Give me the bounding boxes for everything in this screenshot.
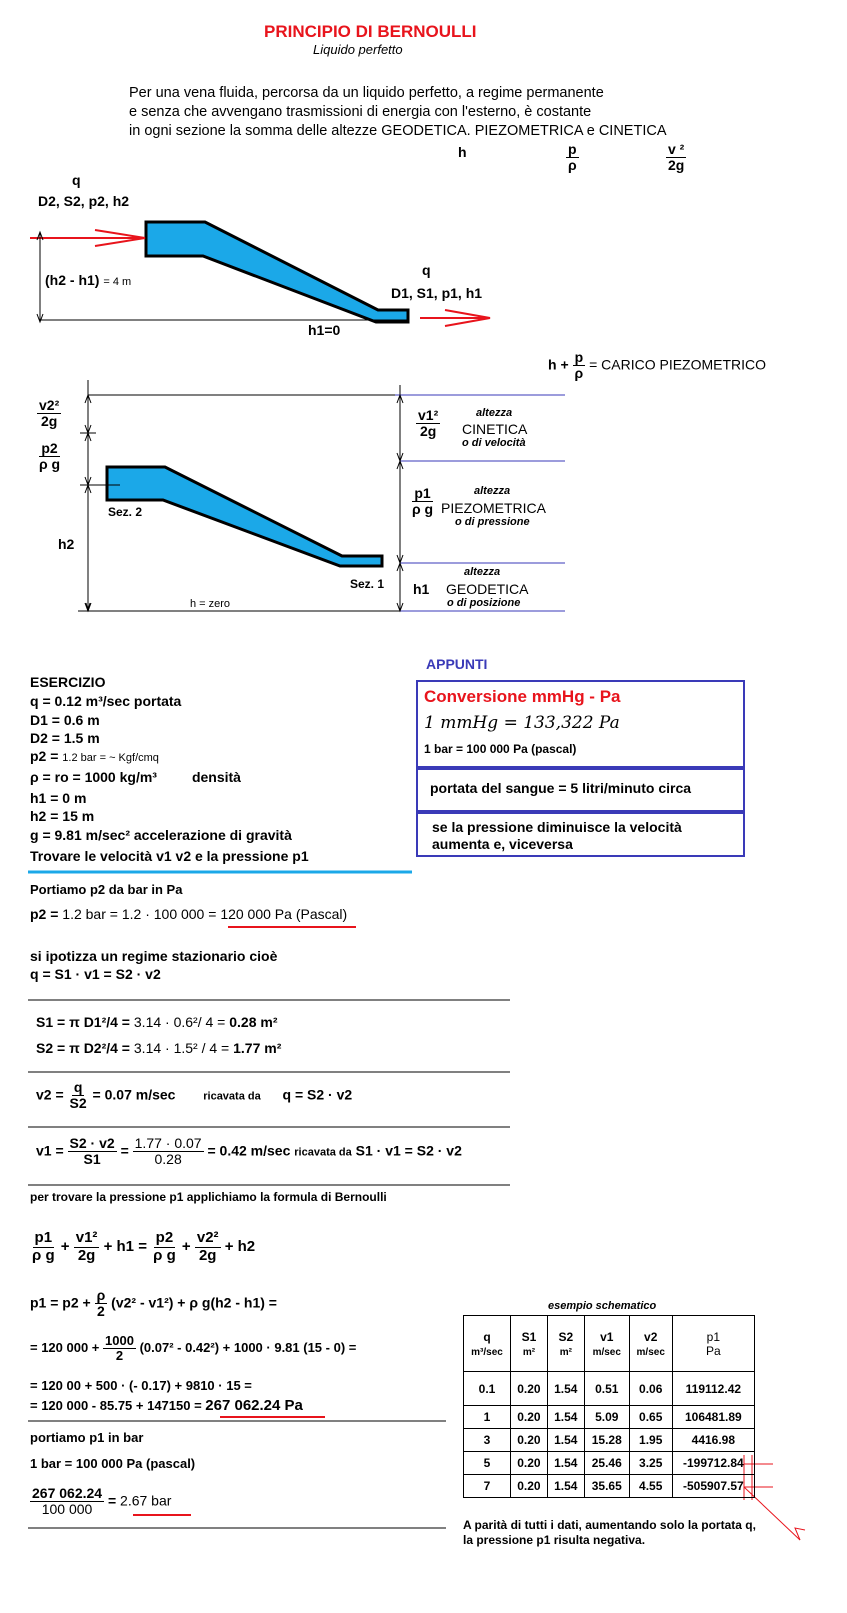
p1-formula: p1 = p2 + $\frac{\rho}{2}$ (v2² - v1²) + ρ g(h2 - h1) = [30,1287,277,1320]
table-note-2: la pressione p1 risulta negativa. [463,1533,646,1547]
bernoulli-intro: per trovare la pressione p1 applichiamo la formula di Bernoulli [30,1190,387,1204]
fig1-dh: (h2 - h1) = 4 m [45,272,132,288]
esercizio-rho: ρ = ro = 1000 kg/m³ densità [30,769,241,785]
table-row: 5 0.20 1.54 25.46 3.25 -199712.84 [464,1452,755,1475]
fig2-posizione: o di posizione [447,597,521,609]
fig2-sez2: Sez. 2 [108,505,143,519]
fig2-altezza-1: altezza [476,407,513,419]
fig2-piezometrica: PIEZOMETRICA [441,500,547,516]
table-row: 0.1 0.20 1.54 0.51 0.06 119112.42 [464,1372,755,1406]
s2-formula: S2 = π D2²/4 = 3.14 · 1.5² / 4 = 1.77 m² [36,1040,282,1056]
v1-formula: v1 = $\frac{S2 \cdot v2}{S1}$ = $\frac{1.77 \cdot 0.07}{0.28}$ = 0.42 m/sec ricavata da S1 · v1 = S2 · v2 [36,1135,462,1168]
fig2-hzero: h = zero [190,598,231,610]
fig1-h1: h1=0 [308,322,341,338]
stazionario-1: si ipotizza un regime stazionario cioè [30,948,278,964]
table-header-row: q m³/sec S1 m² S2 m² v1 m/sec v2 m/sec p1 Pa [464,1316,755,1372]
esercizio-line: q = 0.12 m³/sec portata [30,693,182,709]
table-row: 7 0.20 1.54 35.65 4.55 -505907.57 [464,1475,755,1498]
v2-formula: v2 = $\frac{q}{S2}$ = 0.07 m/sec ricavata da q = S2 · v2 [36,1079,353,1112]
p1-calc-line-3: = 120 000 - 85.75 + 147150 = 267 062.24 Pa [30,1397,303,1414]
esercizio-title: ESERCIZIO [30,674,106,690]
carico-piezometrico: h + $\frac{p}{\rho}$ = CARICO PIEZOMETRICO [548,349,767,382]
conv-bar: 1 bar = 100 000 Pa (pascal) [424,742,577,756]
table-row: 1 0.20 1.54 5.09 0.65 106481.89 [464,1406,755,1429]
fig1-right-label: D1, S1, p1, h1 [391,285,483,301]
table-note-1: A parità di tutti i dati, aumentando solo la portata q, [463,1518,756,1532]
esercizio-line: g = 9.81 m/sec² accelerazione di gravità [30,827,292,843]
fig2-v2-over-2g: $\frac{\text{v2²}}{2g}$ [39,397,60,430]
symbol-v2-over-2g: $\frac{\text{v ²}}{2g}$ [668,141,685,174]
conv-title: Conversione mmHg - Pa [424,687,621,706]
fig2-h2: h2 [58,536,75,552]
p2-title: Portiamo p2 da bar in Pa [30,882,183,897]
esercizio-line: h1 = 0 m [30,790,87,806]
esercizio-line: D2 = 1.5 m [30,730,100,746]
appunti-press-1: se la pressione diminuisce la velocità [432,819,682,835]
fig2-altezza-2: altezza [474,485,511,497]
symbol-h: h [458,144,467,160]
p2-conversion: p2 = 1.2 bar = 1.2 · 100 000 = 120 000 Pa (Pascal) [30,906,348,922]
p1-calc-line-2: = 120 00 + 500 · (- 0.17) + 9810 · 15 = [30,1378,252,1393]
intro-line-3: in ogni sezione la somma delle altezze GEODETICA. PIEZOMETRICA e CINETICA [129,123,667,139]
fig2-cinetica: CINETICA [462,421,528,437]
fig2-sez1: Sez. 1 [350,577,385,591]
fig2-velocita: o di velocità [462,437,526,449]
appunti-sangue: portata del sangue = 5 litri/minuto circa [430,780,692,796]
esercizio-line: D1 = 0.6 m [30,712,100,728]
fig2-pressione: o di pressione [455,516,530,528]
symbol-p-over-rho: $\frac{p}{\rho}$ [568,141,577,174]
bar-title: portiamo p1 in bar [30,1430,144,1445]
p1-in-bar: $\frac{267 062.24}{100 000}$ = 2.67 bar [32,1485,172,1518]
fig2-p2-over-rhog: $\frac{p2}{\text{ρ g}}$ [39,440,61,473]
fig2-v1-over-2g: $\frac{\text{v1²}}{2g}$ [418,407,439,440]
fig2-p1-over-rhog: $\frac{p1}{\text{ρ g}}$ [412,485,434,518]
esercizio-line: h2 = 15 m [30,808,95,824]
fig1-q-right: q [422,262,431,278]
p1-calc-line-1: = 120 000 + $\frac{1000}{2}$ (0.07² - 0.42²) + 1000 · 9.81 (15 - 0) = [30,1333,357,1364]
fig2-h1: h1 [413,581,430,597]
s1-formula: S1 = π D1²/4 = 3.14 · 0.6²/ 4 = 0.28 m² [36,1014,278,1030]
table-row: 3 0.20 1.54 15.28 1.95 4416.98 [464,1429,755,1452]
esercizio-p2: p2 = 1.2 bar = ~ Kgf/cmq [30,748,159,764]
esercizio-line: Trovare le velocità v1 v2 e la pressione p1 [30,848,309,864]
conv-formula: 1 mmHg = 133,322 Pa [424,713,620,733]
table-title: esempio schematico [548,1300,657,1312]
bar-equivalence: 1 bar = 100 000 Pa (pascal) [30,1456,196,1471]
page-title: PRINCIPIO DI BERNOULLI [264,22,477,41]
fig2-altezza-3: altezza [464,566,501,578]
appunti-press-2: aumenta e, viceversa [432,836,573,852]
fig2-geodetica: GEODETICA [446,581,529,597]
fig1-left-label: D2, S2, p2, h2 [38,193,130,209]
intro-line-2: e senza che avvengano trasmissioni di energia con l'esterno, è costante [129,104,592,120]
appunti-title: APPUNTI [426,656,488,672]
intro-line-1: Per una vena fluida, percorsa da un liquido perfetto, a regime permanente [129,85,604,101]
stazionario-2: q = S1 · v1 = S2 · v2 [30,966,161,982]
fig1-q-left: q [72,172,81,188]
bernoulli-formula: $\frac{p1}{\text{ρ g}}$ + $\frac{\text{v1²}}{2g}$ + h1 = $\frac{p2}{\text{ρ g}}$ + $\frac{\text{v2²}}{2g}$ + h2 [32,1229,256,1264]
page-subtitle: Liquido perfetto [313,42,403,57]
esempio-table [463,1315,755,1498]
